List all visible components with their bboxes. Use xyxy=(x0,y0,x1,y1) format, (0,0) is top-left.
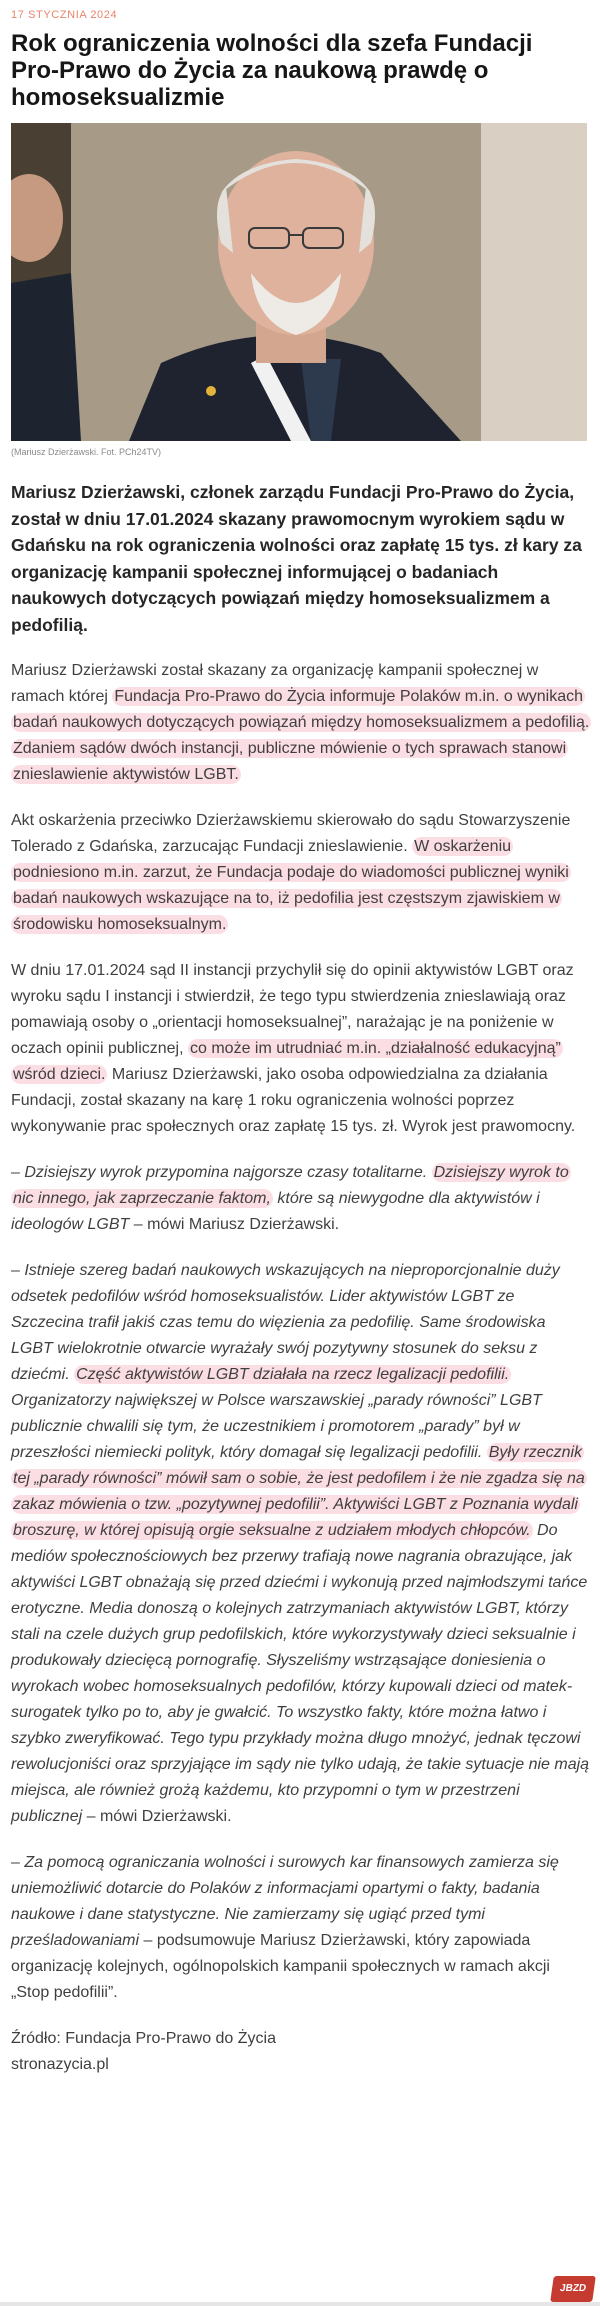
quote-text: Organizatorzy największej w Polsce warszawskiej „parady równości” LGBT publicznie chwalili się tym, że uczestnikiem i promotorem „parady” był w przeszłości niemiecki polityk, który domagał się legalizacji pedofilii. xyxy=(11,1392,542,1461)
quote-text: Do mediów społecznościowych bez przerwy trafiają nowe nagrania obrazujące, jak aktywiści LGBT obnażają się przed dziećmi i wykonują przed najmłodszymi tańce erotyczne. Media donoszą o kolejnych zatrzymaniach aktywistów LGBT, którzy stali na czele dużych grup pedofilskich, które wykorzystywały dzieci seksualnie i produkowały dziecięcą pornografię. Słyszeliśmy wstrząsające doniesienia o wyrokach wobec homoseksualnych pedofilów, którzy kupowali dzieci od matek-surogatek tylko po to, aby je gwałcić. To wszystko fakty, które można łatwo i szybko zweryfikować. Tego typu przykłady można długo mnożyć, jednak tęczowi rewolucjoniści oraz sprzyjające im sądy nie tylko udają, że takie sytuacje nie mają miejsca, ale również grożą każdemu, kto przypomni o tym w przestrzeni publicznej xyxy=(11,1522,590,1825)
paragraph-2 xyxy=(11,808,590,938)
article-photo xyxy=(11,123,587,441)
attribution-text: – mówi Mariusz Dzierżawski. xyxy=(129,1216,340,1233)
article-source xyxy=(11,2026,590,2078)
quote-text: – Dzisiejszy wyrok przypomina najgorsze czasy totalitarne. xyxy=(11,1164,432,1181)
paragraph-text: Akt oskarżenia przeciwko Dzierżawskiemu skierowało do sądu Stowarzyszenie Tolerado z Gdańska, zarzucając Fundacji znieslawienie. xyxy=(11,812,571,855)
paragraph-3 xyxy=(11,958,590,1140)
paragraph-text: W dniu 17.01.2024 sąd II instancji przychylił się do opinii aktywistów LGBT oraz wyroku sądu I instancji i stwierdził, że tego typu stwierdzenia znieslawiają oraz pomawiają osoby o „orientacji homoseksualnej”, narażając je na poniżenie w oczach opinii publicznej, xyxy=(11,962,574,1057)
paragraph-text: Mariusz Dzierżawski, jako osoba odpowiedzialna za działania Fundacji, został skazany na karę 1 roku ograniczenia wolności poprzez wykonywanie prac społecznych oraz zapłatę 15 tys. zł. Wyrok jest prawomocny. xyxy=(11,1066,576,1135)
paragraph-6-quote xyxy=(11,1850,590,2006)
source-line: Źródło: Fundacja Pro-Prawo do Życia xyxy=(11,2030,276,2047)
paragraph-4-quote xyxy=(11,1160,590,1238)
highlighted-quote: Część aktywistów LGBT działała na rzecz legalizacji pedofilii. xyxy=(76,1366,510,1383)
highlighted-quote: Były rzecznik tej „parady równości” mówił sam o sobie, że jest pedofilem i że nie zgadza się na zakaz mówienia o tzw. „pozytywnej pedofilii”. Aktywiści LGBT z Poznania wydali broszurę, w której opisują orgie seksualne z udziałem młodych chłopców. xyxy=(13,1444,585,1539)
paragraph-1 xyxy=(11,658,590,788)
article-date: 17 STYCZNIA 2024 xyxy=(11,9,118,21)
article-title: Rok ograniczenia wolności dla szefa Fundacji Pro-Prawo do Życia za naukową prawdę o homoseksualizmie xyxy=(11,30,533,111)
photo-illustration xyxy=(11,123,587,441)
site-watermark-logo: JBZD xyxy=(550,2276,596,2302)
quote-text: które są niewygodne dla aktywistów i ideologów LGBT xyxy=(11,1190,540,1233)
photo-caption: (Mariusz Dzierżawski. Fot. PCh24TV) xyxy=(11,447,162,457)
highlighted-quote: Dzisiejszy wyrok to nic innego, jak zaprzeczanie faktom, xyxy=(13,1164,569,1207)
quote-text: – Istnieje szereg badań naukowych wskazujących na nieproporcjonalnie duży odsetek pedofilów wśród homoseksualistów. Lider aktywistów LGBT ze Szczecina trafił jakiś czas temu do więzienia za pedofilię. Same środowiska LGBT wielokrotnie otwarcie wyrażały swój pozytywny stosunek do seksu z dziećmi. xyxy=(11,1262,560,1383)
article-lead: Mariusz Dzierżawski, członek zarządu Fundacji Pro-Prawo do Życia, został w dniu 17.01.2024 skazany prawomocnym wyrokiem sądu w Gdańsku na rok ograniczenia wolności oraz zapłatę 15 tys. zł kary za organizację kampanii społecznej informującej o badaniach naukowych dotyczących powiązań między homoseksualizmem a pedofilią. xyxy=(11,482,582,635)
highlighted-text: co może im utrudniać m.in. „działalność edukacyjną” wśród dzieci. xyxy=(13,1040,561,1083)
source-site: stronazycia.pl xyxy=(11,2056,109,2073)
attribution-text: – mówi Dzierżawski. xyxy=(82,1808,232,1825)
attribution-text: – podsumowuje Mariusz Dzierżawski, który zapowiada organizację kolejnych, ogólnopolskich kampanii społecznych w ramach akcji „Stop pedofilii”. xyxy=(11,1932,550,2001)
paragraph-5-quote xyxy=(11,1258,590,1830)
bottom-divider xyxy=(0,2302,600,2306)
quote-text: – Za pomocą ograniczania wolności i surowych kar finansowych zamierza się uniemożliwić dotarcie do Polaków z informacjami opartymi o fakty, badania naukowe i dane statystyczne. Nie zamierzamy się ugiąć przed tymi prześladowaniami xyxy=(11,1854,559,1949)
paragraph-text: Mariusz Dzierżawski został skazany za organizację kampanii społecznej w ramach której xyxy=(11,662,539,705)
highlighted-text: W oskarżeniu podniesiono m.in. zarzut, że Fundacja podaje do wiadomości publicznej wyniki badań naukowych wskazujące na to, iż pedofilia jest częstszym zjawiskiem w środowisku homoseksualnym. xyxy=(13,838,569,933)
highlighted-text: Fundacja Pro-Prawo do Życia informuje Polaków m.in. o wynikach badań naukowych dotyczących powiązań między homoseksualizmem a pedofilią. Zdaniem sądów dwóch instancji, publiczne mówienie o tych sprawach stanowi znieslawienie aktywistów LGBT. xyxy=(13,688,590,783)
